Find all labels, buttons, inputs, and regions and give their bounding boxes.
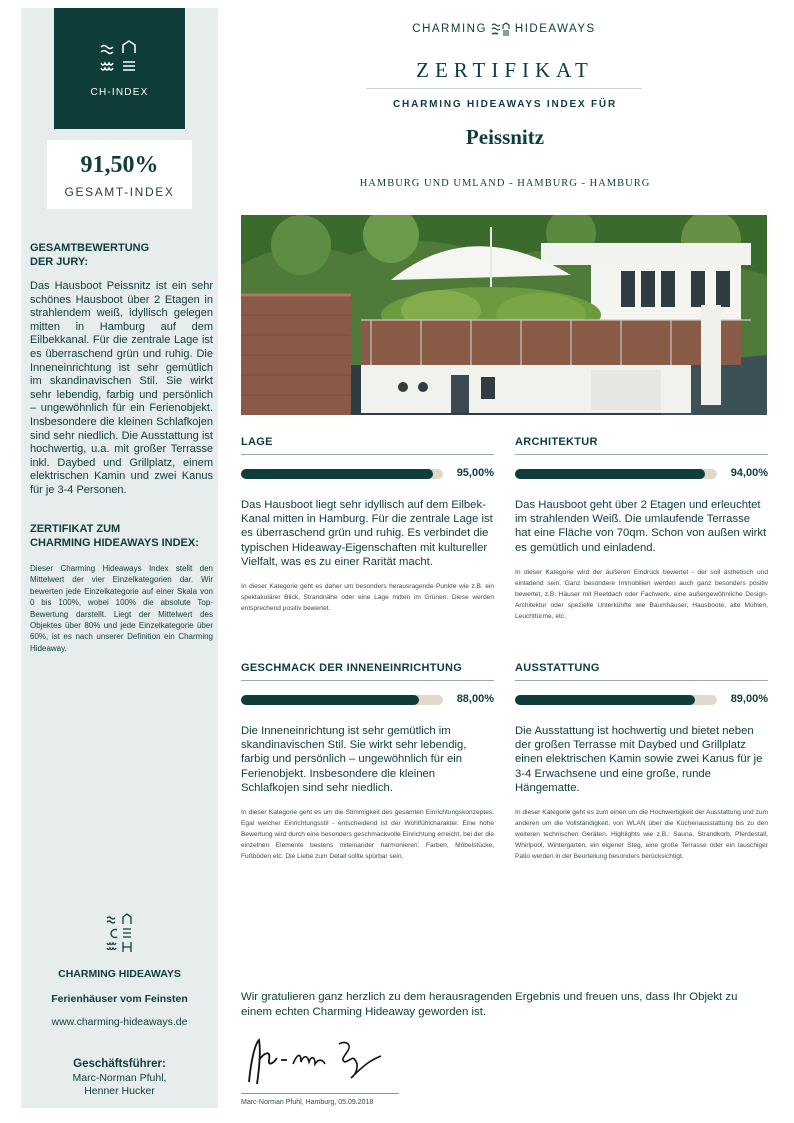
score-bar-row <box>515 468 768 480</box>
signature-image <box>241 1030 401 1090</box>
score-value: 94,00% <box>730 467 768 479</box>
ch-index-badge <box>54 8 185 129</box>
score-bar-track <box>515 469 717 479</box>
category-text: Das Hausboot liegt sehr idyllisch auf dem Eilbek-Kanal mitten in Hamburg. Für die zentrale Lage ist es überraschend grün und ruhig. Es verbindet die typischen Hideaway-Eigenschaften mit kultureller Vielfalt, was es zu einer Rarität macht. <box>241 499 493 568</box>
property-region: HAMBURG UND UMLAND - HAMBURG - HAMBURG <box>359 178 651 189</box>
ceo-name-1: Marc-Norman Pfuhl, <box>72 1072 167 1084</box>
category-ausstattung <box>515 662 768 862</box>
category-text: Die Inneneinrichtung ist sehr gemütlich im skandinavischen Stil. Sie wirkt sehr lebendig, farbig und persönlich – ungewöhnlich für ein Ferienobjekt. Insbesondere die kleinen Schlafkojen sind sehr niedlich. <box>241 725 467 794</box>
certificate-subtitle: CHARMING HIDEAWAYS INDEX FÜR <box>393 99 617 110</box>
score-bar-track <box>515 695 717 705</box>
title-divider <box>366 88 642 89</box>
total-score: 91,50% <box>80 152 159 178</box>
brand-right: HIDEAWAYS <box>514 23 596 35</box>
total-score-box <box>47 140 192 209</box>
score-value: 89,00% <box>730 693 768 705</box>
sidebar <box>21 8 218 1108</box>
category-note: In dieser Kategorie wird der äußeren Eindruck bewertet - der soll ästhetisch und einladend sein. Ganz besondere Immobilien werden auch ganz besonders positiv bewertet, z.B. Häuser mit Reetdach oder Fachwerk, eine außergewöhnliche Design-Architektur oder spezielle Unterkünfte wie Baumhäuser, Hausboote, alte Mühlen, Leuchttürme, etc. <box>515 568 768 620</box>
score-value: 95,00% <box>456 467 494 479</box>
category-title: LAGE <box>241 436 273 448</box>
category-text: Die Ausstattung ist hochwertig und bietet neben der großen Terrasse mit Daybed und Grillplatz einen elektrischen Kamin sowie zwei Kanus für je 3-4 Erwachsene und eine große, runde Hängematte. <box>515 725 763 794</box>
jury-heading <box>30 241 149 269</box>
footer-logo-icon <box>105 913 135 953</box>
category-architektur <box>515 436 768 622</box>
footer-tagline: Ferienhäuser vom Feinsten <box>51 993 188 1005</box>
houseboat-photo <box>241 215 767 415</box>
category-inneneinrichtung <box>241 662 494 862</box>
score-bar-fill <box>241 469 433 479</box>
category-divider <box>515 680 768 681</box>
score-value: 88,00% <box>456 693 494 705</box>
badge-label: CH-INDEX <box>90 87 149 98</box>
score-bar-fill <box>515 469 705 479</box>
score-bar-row <box>241 694 494 706</box>
category-title: AUSSTATTUNG <box>515 662 600 674</box>
category-lage <box>241 436 494 614</box>
index-heading-line-2: CHARMING HIDEAWAYS INDEX: <box>30 537 199 549</box>
category-title: ARCHITEKTUR <box>515 436 598 448</box>
jury-heading-line-2: DER JURY: <box>30 256 89 268</box>
jury-heading-line-1: GESAMTBEWERTUNG <box>30 242 150 254</box>
score-bar-track <box>241 695 443 705</box>
ceo-name-2: Henner Hucker <box>84 1085 155 1097</box>
certificate-title: ZERTIFIKAT <box>416 58 594 82</box>
score-bar-row <box>515 694 768 706</box>
property-name: Peissnitz <box>465 125 545 149</box>
score-bar-track <box>241 469 443 479</box>
total-score-label: GESAMT-INDEX <box>64 185 175 199</box>
brand-left: CHARMING <box>412 23 487 35</box>
jury-text: Das Hausboot Peissnitz ist ein sehr schönes Hausboot über 2 Etagen in strahlendem weiß, idyllisch gelegen mitten in Hamburg auf dem Eilbekkanal. Für die zentrale Lage ist es überraschend grün und ruhig. Die Inneneinrichtung ist sehr gemütlich im skandinavischen Stil. Sie wirkt sehr lebendig, farbig und persönlich – ungewöhnlich für ein Ferienobjekt. Insbesondere die kleinen Schlafkojen sind sehr niedlich. Die Ausstattung ist hochwertig, u.a. mit großer Terrasse inkl. Daybed und Grillplatz, einem elektrischen Kamin und zwei Kanus für je 3-4 Personen. <box>30 280 213 496</box>
category-note: In dieser Kategorie geht es zum einen um die Hochwertigkeit der Ausstattung und zum anderen um die Vollständigkeit, von WLAN über die Küchenausstattung bis zu den weiteren technischen Geräten. Highlights wie z.B.: Sauna, Strandkorb, Pferdestall, Whirlpool, Wintergarten, ein eigener Steg, eine große Terrasse oder ein lauschiger Patio werden in der Beurteilung besonders berücksichtigt. <box>515 809 768 861</box>
brand-logo-icon <box>491 22 511 36</box>
category-divider <box>241 454 494 455</box>
category-title: GESCHMACK DER INNENEINRICHTUNG <box>241 662 463 674</box>
top-brand <box>404 21 604 37</box>
footer-brand: CHARMING HIDEAWAYS <box>58 968 181 980</box>
score-bar-row <box>241 468 494 480</box>
signature-caption: Marc-Norman Pfuhl, Hamburg, 05.09.2018 <box>241 1099 374 1106</box>
index-heading-line-1: ZERTIFIKAT ZUM <box>30 523 121 535</box>
footer-url-link[interactable]: www.charming-hideaways.de <box>51 1016 188 1028</box>
index-heading <box>30 522 199 550</box>
category-text: Das Hausboot geht über 2 Etagen und erleuchtet im strahlenden Weiß. Die umlaufende Terrasse hat eine Fläche von 70qm. Schon von außen wirkt es gemütlich und einladend. <box>515 499 767 554</box>
score-bar-fill <box>241 695 419 705</box>
index-text: Dieser Charming Hideaways Index stellt den Mittelwert der vier Einzelkategorien dar. Wir bewerten jede Einzelkategorie auf einer Skala von 0 bis 100%, wobei 100% die absolute Top-Bewertung darstellt. Liegt der Mittelwert des Objektes über 80% und jede Einzelkategorie über 60%, ist es nach unserer Definition ein Charming Hideaway. <box>30 564 213 653</box>
category-note: In dieser Kategorie geht es daher um besonders herausragende Punkte wie z.B. ein spektakulärer Blick, Strandnähe oder eine Lage mitten im Grünen. Diese werden entsprechend positiv bewertet. <box>241 583 494 613</box>
ceo-label: Geschäftsführer: <box>73 1058 166 1070</box>
congratulations-text: Wir gratulieren ganz herzlich zu dem herausragenden Ergebnis und freuen uns, dass Ihr Objekt zu einem echten Charming Hideaway geworden ist. <box>241 991 738 1018</box>
waves-house-logo-icon <box>97 39 143 77</box>
category-divider <box>515 454 768 455</box>
category-note: In dieser Kategorie geht es um die Stimmigkeit des gesamten Einrichtungskonzeptes. Egal welcher Einrichtungsstil - entscheidend ist der Wohlfühlcharakter. Eine hohe Bewertung wird durch eine besonders geschmackvolle Einrichtung erreicht, bei der die einzelnen Elemente bestens miteinander harmonieren: Farben, Möbelstücke, Fußböden etc. Die Liebe zum Detail sollte spürbar sein. <box>241 809 494 861</box>
category-divider <box>241 680 494 681</box>
score-bar-fill <box>515 695 695 705</box>
signature-line <box>241 1093 399 1094</box>
